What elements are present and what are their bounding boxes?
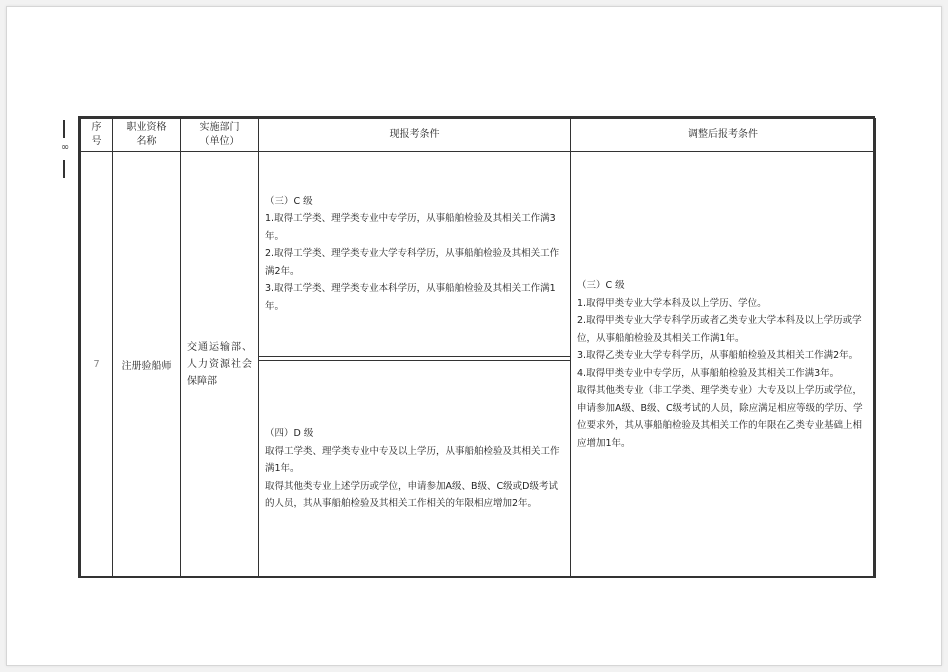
- current-c-item: 1.取得工学类、理学类专业中专学历，从事船舶检验及其相关工作满3年。: [265, 213, 556, 242]
- table-row: [81, 152, 876, 578]
- row-dept: [181, 152, 259, 578]
- adjusted-c-item: 取得其他类专业（非工学类、理学类专业）大专及以上学历或学位，申请参加A级、B级、C级考试的人员，除应满足相应等级的学历、学位要求外，其从事船舶检验及其相关工作的年限在乙类专业基础上相应增加1年。: [577, 385, 863, 449]
- header-seq-text: 序 号: [91, 122, 102, 147]
- current-d-item: 取得其他类专业上述学历或学位，申请参加A级、B级、C级或D级考试的人员，其从事船舶检验及其相关工作相关的年限相应增加2年。: [265, 480, 558, 510]
- header-dept: [181, 119, 259, 152]
- row-seq: [81, 152, 113, 578]
- qualification-table: [80, 118, 876, 578]
- current-c-item: 3.取得工学类、理学类专业本科学历，从事船舶检验及其相关工作满1年。: [265, 283, 556, 312]
- current-d-title: （四）D 级: [265, 428, 314, 440]
- row-adjusted-conditions: [571, 152, 876, 578]
- header-adjusted-conditions: [571, 119, 876, 152]
- row-seq-text: 7: [93, 359, 100, 370]
- header-current-text: 现报考条件: [389, 129, 440, 140]
- margin-bar-bottom: [63, 160, 65, 178]
- adjusted-c-item: 4.取得甲类专业中专学历，从事船舶检验及其相关工作满3年。: [577, 367, 840, 379]
- row-current-conditions: [259, 152, 571, 578]
- header-dept-text: 实施部门 （单位）: [199, 122, 240, 147]
- header-qual-name-text: 职业资格 名称: [126, 122, 167, 147]
- margin-page-number: ∞: [60, 142, 70, 153]
- header-seq: [81, 119, 113, 152]
- header-qual-name: [113, 119, 181, 152]
- row-qual-name-text: 注册验船师: [121, 361, 172, 372]
- adjusted-c-item: 2.取得甲类专业大学专科学历或者乙类专业大学本科及以上学历或学位，从事船舶检验及其相关工作满1年。: [577, 315, 862, 344]
- adjusted-c-item: 1.取得甲类专业大学本科及以上学历、学位。: [577, 297, 767, 309]
- current-c-level: [259, 152, 570, 357]
- row-qual-name: [113, 152, 181, 578]
- current-c-item: 2.取得工学类、理学类专业大学专科学历，从事船舶检验及其相关工作满2年。: [265, 248, 560, 277]
- margin-page-marker: [54, 112, 80, 182]
- adjusted-c-item: 3.取得乙类专业大学专科学历，从事船舶检验及其相关工作满2年。: [577, 350, 859, 361]
- current-d-item: 取得工学类、理学类专业中专及以上学历，从事船舶检验及其相关工作满1年。: [265, 445, 560, 475]
- current-d-level: [259, 361, 570, 577]
- row-dept-text: 交通运输部、人力资源社会保障部: [187, 342, 252, 387]
- header-adjusted-text: 调整后报考条件: [688, 129, 758, 140]
- margin-bar-top: [63, 120, 65, 138]
- table-header-row: [81, 119, 876, 152]
- current-c-title: （三）C 级: [265, 195, 313, 207]
- adjusted-c-title: （三）C 级: [577, 280, 625, 291]
- header-current-conditions: [259, 119, 571, 152]
